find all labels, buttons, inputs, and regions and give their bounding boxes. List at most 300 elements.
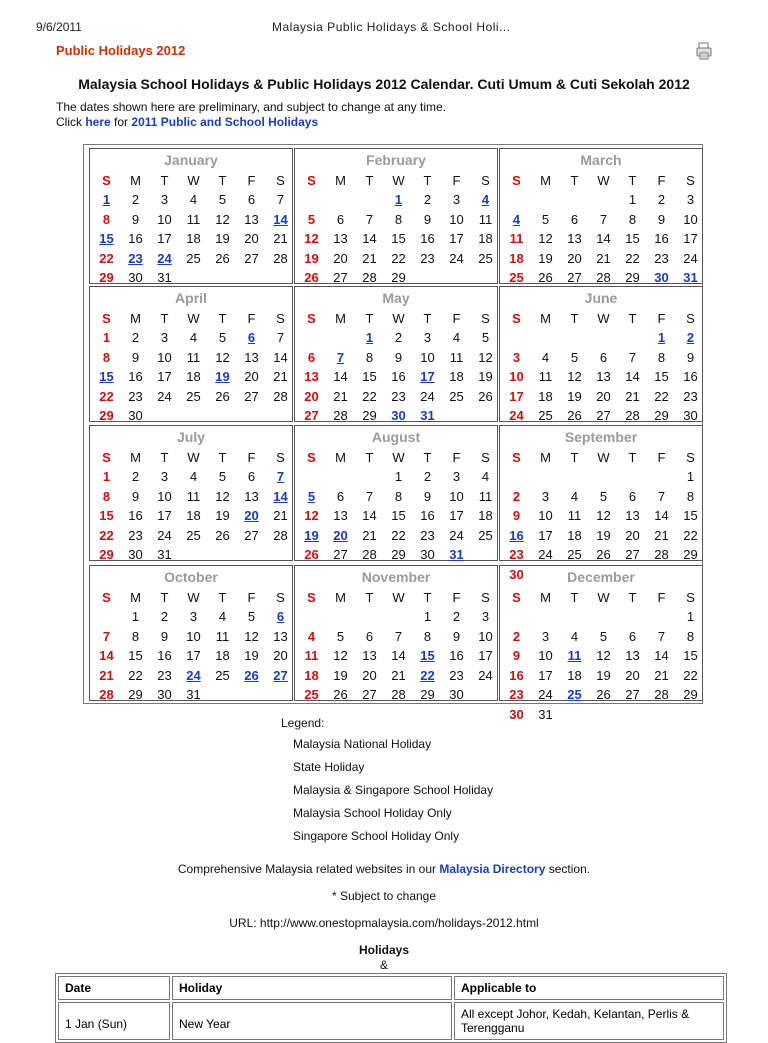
calendar-day: 19: [596, 667, 611, 683]
calendar-day: 1: [102, 330, 111, 345]
weekday-label: M: [540, 173, 551, 188]
month-march: [499, 148, 703, 284]
holiday-date-link[interactable]: 6: [276, 609, 285, 624]
calendar-day: 5: [599, 488, 608, 504]
calendar-day: 29: [391, 547, 406, 562]
weekday-label: T: [423, 450, 432, 465]
holiday-date-link[interactable]: 19: [304, 527, 319, 543]
calendar-day: 15: [625, 231, 640, 246]
malaysia-directory-link[interactable]: Malaysia Directory: [439, 862, 546, 876]
calendar-day: 25: [509, 270, 524, 285]
month-name: March: [580, 152, 622, 168]
calendar-day: 17: [157, 369, 172, 384]
calendar-day: 9: [686, 349, 695, 365]
month-name: November: [361, 569, 431, 585]
calendar-day: 11: [509, 231, 524, 246]
month-name: August: [371, 429, 421, 445]
calendar-day: 5: [218, 330, 227, 345]
calendar-day: 22: [683, 667, 698, 683]
calendar-day: 30: [128, 547, 143, 562]
calendar-day: 19: [244, 648, 259, 663]
calendar-day: 26: [304, 270, 319, 285]
calendar-day: 26: [538, 270, 553, 285]
holiday-date-link[interactable]: 4: [512, 211, 521, 227]
calendar-day: 21: [654, 667, 669, 683]
weekday-label: S: [307, 173, 316, 188]
holiday-date-link[interactable]: 24: [157, 250, 172, 266]
weekday-label: W: [392, 590, 405, 605]
weekday-label: W: [187, 450, 200, 465]
calendar-day: 2: [423, 469, 432, 484]
calendar-day: 12: [215, 488, 230, 504]
calendar-day: 4: [481, 469, 490, 484]
calendar-day: 12: [478, 349, 493, 365]
calendar-day: 5: [481, 330, 490, 345]
holiday-date-link[interactable]: 30: [654, 270, 669, 285]
weekday-label: S: [276, 173, 285, 188]
weekday-label: T: [423, 311, 432, 326]
month-name: April: [175, 290, 207, 306]
calendar-day: 25: [215, 667, 230, 683]
calendar-day: 24: [538, 547, 553, 562]
calendar-day: 15: [128, 648, 143, 663]
weekday-label: T: [218, 590, 227, 605]
weekday-header: [90, 450, 292, 466]
calendar-day: 10: [157, 211, 172, 227]
weekday-label: W: [597, 590, 610, 605]
calendar-day: 27: [625, 547, 640, 562]
weekday-header: [500, 173, 702, 189]
calendar-day: 25: [186, 527, 201, 543]
holidays-2011-link[interactable]: 2011 Public and School Holidays: [131, 115, 319, 129]
month-november: [294, 565, 498, 701]
calendar-day: 25: [478, 527, 493, 543]
calendar-day: 19: [478, 369, 493, 384]
calendar-day: 8: [394, 488, 403, 504]
weekday-label: T: [570, 450, 579, 465]
calendar-day: 11: [215, 628, 230, 644]
weekday-label: T: [160, 173, 169, 188]
calendar-day: 7: [365, 488, 374, 504]
click-label: Click: [56, 115, 82, 129]
calendar-day: 21: [654, 527, 669, 543]
calendar-day: 24: [478, 667, 493, 683]
calendar-day: 28: [654, 547, 669, 562]
month-april: [89, 286, 293, 422]
calendar-day: 30: [509, 706, 524, 722]
calendar-day: 26: [478, 388, 493, 404]
calendar-day: 26: [333, 687, 348, 702]
calendar-day: 24: [449, 527, 464, 543]
calendar-day: 23: [449, 667, 464, 683]
calendar-day: 4: [189, 330, 198, 345]
directory-after: section.: [548, 862, 591, 876]
calendar-day: 22: [99, 527, 114, 543]
calendar-day: 18: [478, 508, 493, 523]
calendar-day: 31: [538, 706, 553, 722]
calendar-day: 14: [625, 369, 640, 384]
calendar-day: 5: [570, 349, 579, 365]
calendar-day: 27: [244, 250, 259, 266]
weekday-header: [500, 590, 702, 606]
weekday-label: S: [102, 590, 111, 605]
calendar-day: 22: [654, 388, 669, 404]
holiday-date-link[interactable]: 15: [99, 369, 114, 384]
table-header-row: [58, 976, 724, 1000]
calendar-day: 27: [244, 527, 259, 543]
weekday-label: T: [628, 173, 637, 188]
holiday-date-link[interactable]: 2: [686, 330, 695, 345]
calendar-day: 27: [596, 408, 611, 423]
weekday-label: S: [481, 173, 490, 188]
calendar-day: 3: [160, 192, 169, 207]
calendar-day: 23: [509, 547, 524, 562]
holiday-date-link[interactable]: 7: [336, 349, 345, 365]
legend-title: Legend:: [281, 716, 325, 730]
calendar-day: 8: [423, 628, 432, 644]
calendar-day: 29: [654, 408, 669, 423]
calendar-day: 5: [247, 609, 256, 624]
calendar-day: 24: [420, 388, 435, 404]
weekday-label: M: [335, 311, 346, 326]
calendar-day: 26: [215, 527, 230, 543]
calendar-day: 19: [538, 250, 553, 266]
calendar-day: 26: [304, 547, 319, 562]
calendar-day: 8: [686, 488, 695, 504]
calendar-day: 13: [244, 488, 259, 504]
holiday-date-link[interactable]: 31: [449, 547, 464, 562]
calendar-day: 15: [99, 508, 114, 523]
calendar-day: 26: [215, 388, 230, 404]
table-row: [58, 1002, 724, 1040]
calendar-day: 17: [449, 231, 464, 246]
calendar-day: 23: [128, 388, 143, 404]
weekday-header: [295, 590, 497, 606]
weekday-label: M: [335, 173, 346, 188]
holiday-date-link[interactable]: 19: [215, 369, 230, 384]
weekday-header: [500, 450, 702, 466]
calendar-day: 3: [481, 609, 490, 624]
weekday-label: M: [130, 173, 141, 188]
calendar-day: 5: [599, 628, 608, 644]
calendar-day: 9: [423, 488, 432, 504]
calendar-day: 19: [333, 667, 348, 683]
for-label: for: [114, 115, 129, 129]
holiday-date-link[interactable]: 27: [273, 667, 288, 683]
holiday-date-link[interactable]: 16: [509, 527, 524, 543]
calendar-day: 15: [391, 231, 406, 246]
calendar-day: 23: [391, 388, 406, 404]
calendar-day: 2: [160, 609, 169, 624]
calendar-day: 18: [478, 231, 493, 246]
weekday-label: M: [540, 590, 551, 605]
calendar-day: 27: [244, 388, 259, 404]
holiday-date-link[interactable]: 6: [247, 330, 256, 345]
calendar-day: 4: [307, 628, 316, 644]
calendar-day: 10: [538, 648, 553, 663]
calendar-day: 19: [596, 527, 611, 543]
month-name: July: [176, 429, 205, 445]
calendar-day: 26: [567, 408, 582, 423]
calendar-day: 7: [657, 488, 666, 504]
print-icon[interactable]: [695, 42, 715, 60]
calendar-day: 12: [538, 231, 553, 246]
weekday-label: W: [597, 173, 610, 188]
calendar-day: 13: [596, 369, 611, 384]
month-name: June: [584, 290, 618, 306]
weekday-label: S: [481, 311, 490, 326]
calendar-day: 6: [247, 469, 256, 484]
calendar-day: 29: [683, 547, 698, 562]
weekday-label: T: [365, 173, 374, 188]
here-link[interactable]: here: [85, 115, 111, 129]
calendar-day: 11: [186, 211, 201, 227]
calendar-day: 26: [596, 687, 611, 702]
subject-note: * Subject to change: [331, 889, 437, 903]
calendar-day: 3: [160, 469, 169, 484]
calendar-day: 9: [131, 488, 140, 504]
holiday-date-link[interactable]: 1: [102, 192, 111, 207]
col-date: Date: [58, 976, 170, 1000]
weekday-label: F: [247, 450, 256, 465]
calendar-day: 13: [244, 349, 259, 365]
calendar-day: 10: [683, 211, 698, 227]
weekday-header: [500, 311, 702, 327]
calendar-day: 7: [657, 628, 666, 644]
calendar-day: 31: [186, 687, 201, 702]
weekday-label: T: [218, 311, 227, 326]
calendar-day: 10: [449, 211, 464, 227]
calendar-2012: [83, 144, 703, 722]
calendar-day: 17: [157, 231, 172, 246]
calendar-day: 16: [128, 508, 143, 523]
calendar-day: 7: [365, 211, 374, 227]
page-title: Malaysia School Holidays & Public Holidays 2012 Calendar. Cuti Umum & Cuti Sekolah 2012: [78, 76, 690, 92]
calendar-day: 2: [131, 330, 140, 345]
weekday-label: S: [102, 311, 111, 326]
holiday-date-link[interactable]: 24: [186, 667, 201, 683]
holiday-date-link[interactable]: 17: [420, 369, 435, 384]
calendar-day: 6: [307, 349, 316, 365]
holiday-date-link[interactable]: 1: [394, 192, 403, 207]
calendar-day: 7: [628, 349, 637, 365]
weekday-label: T: [365, 590, 374, 605]
weekday-label: S: [102, 173, 111, 188]
calendar-day: 10: [509, 369, 524, 384]
calendar-day: 22: [99, 250, 114, 266]
calendar-day: 10: [449, 488, 464, 504]
weekday-label: M: [540, 450, 551, 465]
month-january: [89, 148, 293, 284]
holiday-date-link[interactable]: 14: [273, 488, 288, 504]
calendar-day: 5: [541, 211, 550, 227]
calendar-day: 13: [244, 211, 259, 227]
calendar-day: 15: [683, 508, 698, 523]
calendar-day: 12: [567, 369, 582, 384]
weekday-label: F: [247, 311, 256, 326]
calendar-day: 29: [420, 687, 435, 702]
weekday-header: [295, 311, 497, 327]
weekday-label: T: [160, 450, 169, 465]
weekday-label: S: [686, 311, 695, 326]
calendar-day: 28: [99, 687, 114, 702]
weekday-header: [90, 311, 292, 327]
calendar-day: 18: [509, 250, 524, 266]
calendar-day: 5: [336, 628, 345, 644]
holiday-date-link[interactable]: 31: [683, 270, 698, 285]
calendar-day: 12: [244, 628, 259, 644]
calendar-day: 13: [333, 231, 348, 246]
weekday-label: M: [540, 311, 551, 326]
weekday-label: F: [452, 590, 461, 605]
holiday-date-link[interactable]: 1: [657, 330, 666, 345]
calendar-day: 11: [538, 369, 553, 384]
calendar-day: 16: [683, 369, 698, 384]
calendar-day: 27: [362, 687, 377, 702]
calendar-day: 29: [99, 547, 114, 562]
calendar-day: 22: [683, 527, 698, 543]
calendar-day: 2: [423, 192, 432, 207]
calendar-day: 17: [449, 508, 464, 523]
calendar-day: 19: [567, 388, 582, 404]
calendar-day: 16: [157, 648, 172, 663]
holiday-date-link[interactable]: 1: [365, 330, 374, 345]
holiday-date-link[interactable]: 22: [420, 667, 435, 683]
calendar-day: 26: [215, 250, 230, 266]
weekday-label: M: [130, 590, 141, 605]
calendar-day: 12: [596, 508, 611, 523]
calendar-day: 15: [683, 648, 698, 663]
calendar-day: 30: [128, 408, 143, 423]
calendar-day: 20: [333, 250, 348, 266]
public-holidays-link[interactable]: Public Holidays 2012: [56, 43, 186, 58]
calendar-day: 17: [538, 667, 553, 683]
calendar-day: 18: [538, 388, 553, 404]
holiday-date-link[interactable]: 4: [481, 192, 490, 207]
calendar-day: 3: [452, 469, 461, 484]
weekday-label: W: [187, 173, 200, 188]
weekday-label: F: [657, 173, 666, 188]
holiday-date-link[interactable]: 25: [567, 687, 582, 702]
calendar-day: 5: [218, 192, 227, 207]
weekday-label: T: [628, 311, 637, 326]
weekday-label: S: [307, 590, 316, 605]
calendar-day: 13: [333, 508, 348, 523]
calendar-day: 20: [362, 667, 377, 683]
holiday-date-link[interactable]: 23: [128, 250, 143, 266]
calendar-day: 23: [128, 527, 143, 543]
calendar-day: 18: [186, 231, 201, 246]
weekday-label: W: [597, 311, 610, 326]
calendar-day: 28: [362, 547, 377, 562]
calendar-day: 28: [391, 687, 406, 702]
calendar-day: 14: [596, 231, 611, 246]
calendar-day: 11: [567, 508, 582, 523]
month-name: December: [567, 569, 635, 585]
calendar-day: 30: [420, 547, 435, 562]
print-title: Malaysia Public Holidays & School Holi...: [272, 20, 511, 34]
calendar-day: 6: [570, 211, 579, 227]
weekday-label: F: [657, 590, 666, 605]
calendar-day: 22: [391, 527, 406, 543]
calendar-day: 9: [394, 349, 403, 365]
calendar-day: 12: [215, 349, 230, 365]
month-name: October: [164, 569, 218, 585]
calendar-day: 29: [362, 408, 377, 423]
weekday-label: T: [628, 590, 637, 605]
calendar-day: 3: [423, 330, 432, 345]
holiday-date-link[interactable]: 7: [276, 469, 285, 484]
calendar-day: 2: [452, 609, 461, 624]
weekday-label: M: [335, 590, 346, 605]
month-june: [499, 286, 703, 422]
calendar-day: 14: [333, 369, 348, 384]
calendar-day: 22: [625, 250, 640, 266]
calendar-day: 21: [273, 231, 288, 246]
calendar-day: 9: [131, 211, 140, 227]
holiday-date-link[interactable]: 14: [273, 211, 288, 227]
directory-before: Comprehensive Malaysia related websites in our: [177, 862, 436, 876]
weekday-header: [90, 590, 292, 606]
holiday-date-link[interactable]: 15: [420, 648, 435, 663]
calendar-day: 29: [99, 270, 114, 285]
calendar-day: 25: [478, 250, 493, 266]
calendar-day: 9: [657, 211, 666, 227]
calendar-day: 8: [102, 349, 111, 365]
holiday-date-link[interactable]: 26: [244, 667, 259, 683]
holiday-date-link[interactable]: 20: [244, 508, 259, 523]
weekday-label: F: [247, 590, 256, 605]
calendar-day: 17: [538, 527, 553, 543]
calendar-day: 27: [567, 270, 582, 285]
calendar-day: 23: [654, 250, 669, 266]
legend-sg-school: Singapore School Holiday Only: [293, 829, 460, 843]
calendar-day: 10: [420, 349, 435, 365]
holiday-date-link[interactable]: 15: [99, 231, 114, 246]
calendar-day: 27: [304, 408, 319, 423]
calendar-day: 11: [478, 488, 493, 504]
calendar-day: 24: [509, 408, 524, 423]
calendar-day: 3: [452, 192, 461, 207]
holiday-date-link[interactable]: 11: [567, 648, 582, 663]
weekday-label: W: [392, 173, 405, 188]
calendar-day: 1: [102, 469, 111, 484]
holiday-date-link[interactable]: 5: [307, 488, 316, 504]
calendar-day: 7: [276, 192, 285, 207]
month-name: May: [382, 290, 410, 306]
calendar-day: 16: [654, 231, 669, 246]
weekday-label: S: [686, 590, 695, 605]
calendar-day: 16: [420, 231, 435, 246]
calendar-day: 4: [189, 192, 198, 207]
weekday-label: W: [392, 311, 405, 326]
calendar-day: 29: [391, 270, 406, 285]
calendar-day: 15: [362, 369, 377, 384]
holiday-date-link[interactable]: 20: [333, 527, 348, 543]
month-august: [294, 425, 498, 561]
calendar-day: 24: [157, 527, 172, 543]
calendar-day: 22: [99, 388, 114, 404]
calendar-day: 7: [599, 211, 608, 227]
calendar-day: 13: [273, 628, 288, 644]
holiday-date-link[interactable]: 31: [420, 408, 435, 423]
calendar-day: 27: [333, 547, 348, 562]
calendar-day: 12: [596, 648, 611, 663]
weekday-label: T: [160, 311, 169, 326]
month-may: [294, 286, 498, 422]
calendar-day: 2: [394, 330, 403, 345]
holiday-date-link[interactable]: 30: [391, 408, 406, 423]
